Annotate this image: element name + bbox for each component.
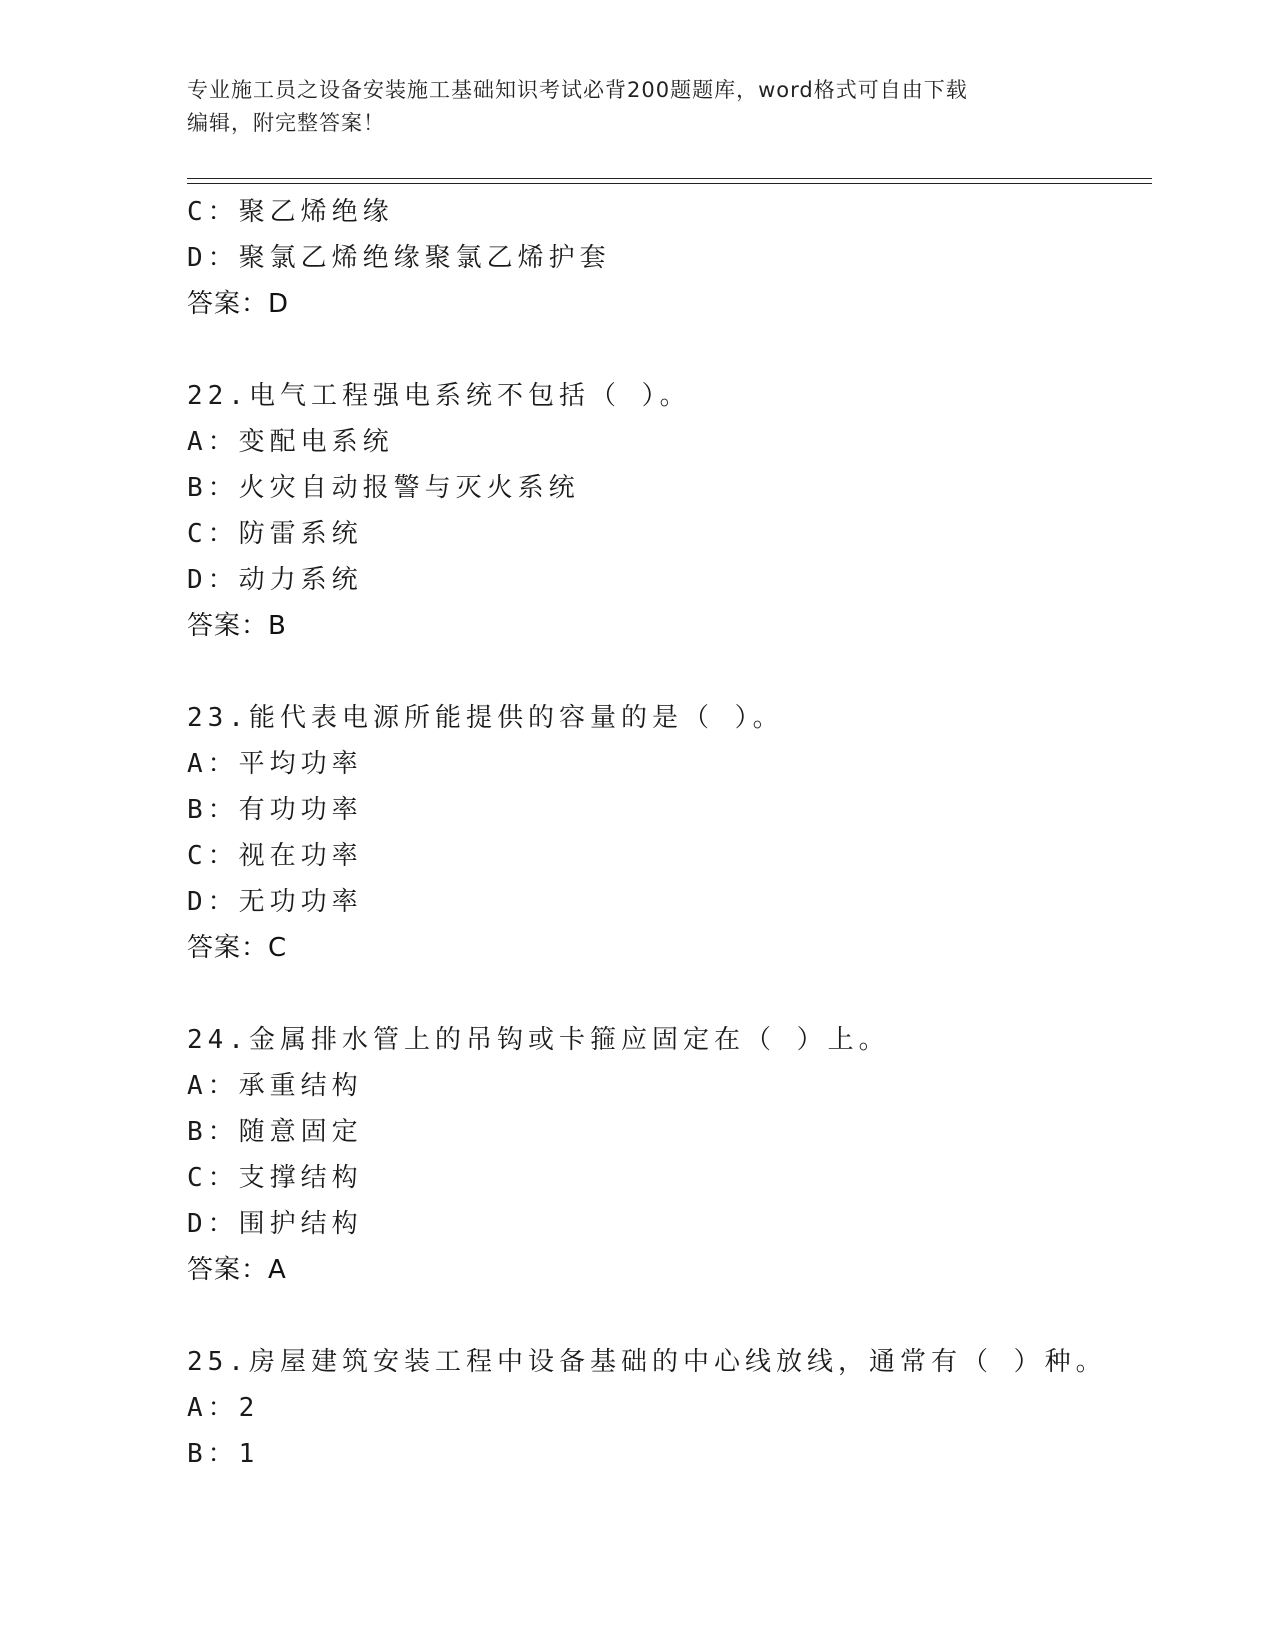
question-22 bbox=[187, 373, 1147, 649]
option-b: B：1 bbox=[187, 1439, 260, 1469]
option-a: A：平均功率 bbox=[187, 749, 363, 779]
answer-line: 答案：B bbox=[187, 611, 287, 641]
header-title-line-2: 编辑，附完整答案！ bbox=[187, 111, 385, 135]
header-title-line-1: 专业施工员之设备安装施工基础知识考试必背200题题库，word格式可自由下载 bbox=[187, 78, 968, 102]
document-header bbox=[187, 74, 1087, 140]
header-divider-bottom bbox=[187, 183, 1152, 184]
option-c: C：聚乙烯绝缘 bbox=[187, 197, 394, 227]
question-list bbox=[187, 189, 1147, 1477]
option-b: B：火灾自动报警与灭火系统 bbox=[187, 473, 580, 503]
question-stem: 22.电气工程强电系统不包括（ ）。 bbox=[187, 381, 691, 411]
question-stem: 25.房屋建筑安装工程中设备基础的中心线放线，通常有（ ）种。 bbox=[187, 1347, 1107, 1377]
option-d: D：聚氯乙烯绝缘聚氯乙烯护套 bbox=[187, 243, 611, 273]
option-a: A：承重结构 bbox=[187, 1071, 363, 1101]
option-d: D：无功功率 bbox=[187, 887, 363, 917]
spacer bbox=[187, 1293, 1147, 1339]
spacer bbox=[187, 327, 1147, 373]
option-b: B：有功功率 bbox=[187, 795, 363, 825]
option-c: C：视在功率 bbox=[187, 841, 363, 871]
option-d: D：动力系统 bbox=[187, 565, 363, 595]
question-stem: 23.能代表电源所能提供的容量的是（ ）。 bbox=[187, 703, 784, 733]
spacer bbox=[187, 971, 1147, 1017]
question-stem: 24.金属排水管上的吊钩或卡箍应固定在（ ）上。 bbox=[187, 1025, 890, 1055]
option-d: D：围护结构 bbox=[187, 1209, 363, 1239]
question-24 bbox=[187, 1017, 1147, 1293]
option-a: A：变配电系统 bbox=[187, 427, 394, 457]
question-23 bbox=[187, 695, 1147, 971]
spacer bbox=[187, 649, 1147, 695]
answer-line: 答案：A bbox=[187, 1255, 287, 1285]
question-21-continued bbox=[187, 189, 1147, 327]
answer-line: 答案：C bbox=[187, 933, 288, 963]
header-divider-top bbox=[187, 178, 1152, 179]
answer-line: 答案：D bbox=[187, 289, 290, 319]
option-c: C：防雷系统 bbox=[187, 519, 363, 549]
option-b: B：随意固定 bbox=[187, 1117, 363, 1147]
option-a: A：2 bbox=[187, 1393, 260, 1423]
question-25 bbox=[187, 1339, 1147, 1477]
option-c: C：支撑结构 bbox=[187, 1163, 363, 1193]
